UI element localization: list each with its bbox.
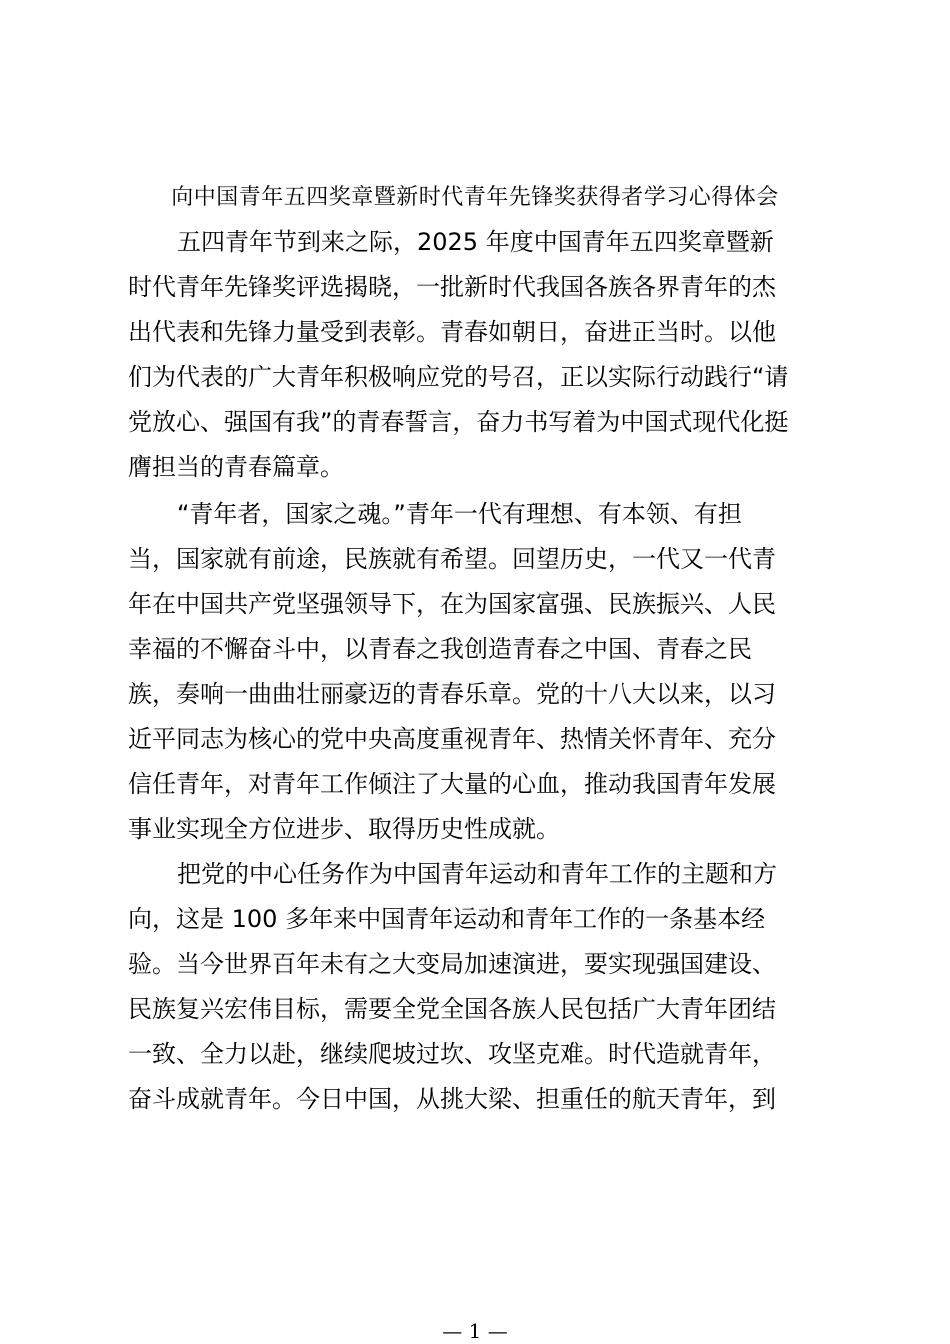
paragraph-line: 当，国家就有前途，民族就有希望。回望历史，一代又一代青 (128, 545, 776, 573)
paragraph-line: 向，这是 100 多年来中国青年运动和青年工作的一条基本经 (128, 905, 766, 933)
paragraph-line: “青年者，国家之魂。”青年一代有理想、有本领、有担 (177, 500, 742, 528)
paragraph-line: 近平同志为核心的党中央高度重视青年、热情关怀青年、充分 (128, 725, 776, 753)
paragraph-line: 时代青年先锋奖评选揭晓，一批新时代我国各族各界青年的杰 (128, 273, 776, 301)
paragraph-line: 幸福的不懈奋斗中，以青春之我创造青春之中国、青春之民 (128, 635, 752, 663)
paragraph-line: 验。当今世界百年未有之大变局加速演进，要实现强国建设、 (128, 950, 776, 978)
paragraph-line: 五四青年节到来之际，2025 年度中国青年五四奖章暨新 (177, 228, 774, 256)
paragraph-line: 一致、全力以赴，继续爬坡过坎、攻坚克难。时代造就青年， (128, 1040, 776, 1068)
paragraph-line: 民族复兴宏伟目标，需要全党全国各族人民包括广大青年团结 (128, 995, 776, 1023)
paragraph-line: 信任青年，对青年工作倾注了大量的心血，推动我国青年发展 (128, 770, 776, 798)
paragraph-line: 奋斗成就青年。今日中国，从挑大梁、担重任的航天青年，到 (128, 1085, 776, 1113)
paragraph-line: 年在中国共产党坚强领导下，在为国家富强、民族振兴、人民 (128, 590, 776, 618)
page-number: — 1 — (442, 1319, 508, 1343)
document-title: 向中国青年五四奖章暨新时代青年先锋奖获得者学习心得体会 (171, 185, 779, 210)
paragraph-line: 事业实现全方位进步、取得历史性成就。 (128, 815, 560, 843)
paragraph-line: 出代表和先锋力量受到表彰。青春如朝日，奋进正当时。以他 (128, 318, 776, 346)
paragraph-line: 把党的中心任务作为中国青年运动和青年工作的主题和方 (177, 860, 777, 888)
paragraph-line: 膺担当的青春篇章。 (128, 453, 344, 481)
paragraph-line: 们为代表的广大青年积极响应党的号召，正以实际行动践行“请 (128, 363, 789, 391)
paragraph-line: 族，奏响一曲曲壮丽豪迈的青春乐章。党的十八大以来，以习 (128, 680, 776, 708)
paragraph-line: 党放心、强国有我”的青春誓言，奋力书写着为中国式现代化挺 (128, 408, 789, 436)
